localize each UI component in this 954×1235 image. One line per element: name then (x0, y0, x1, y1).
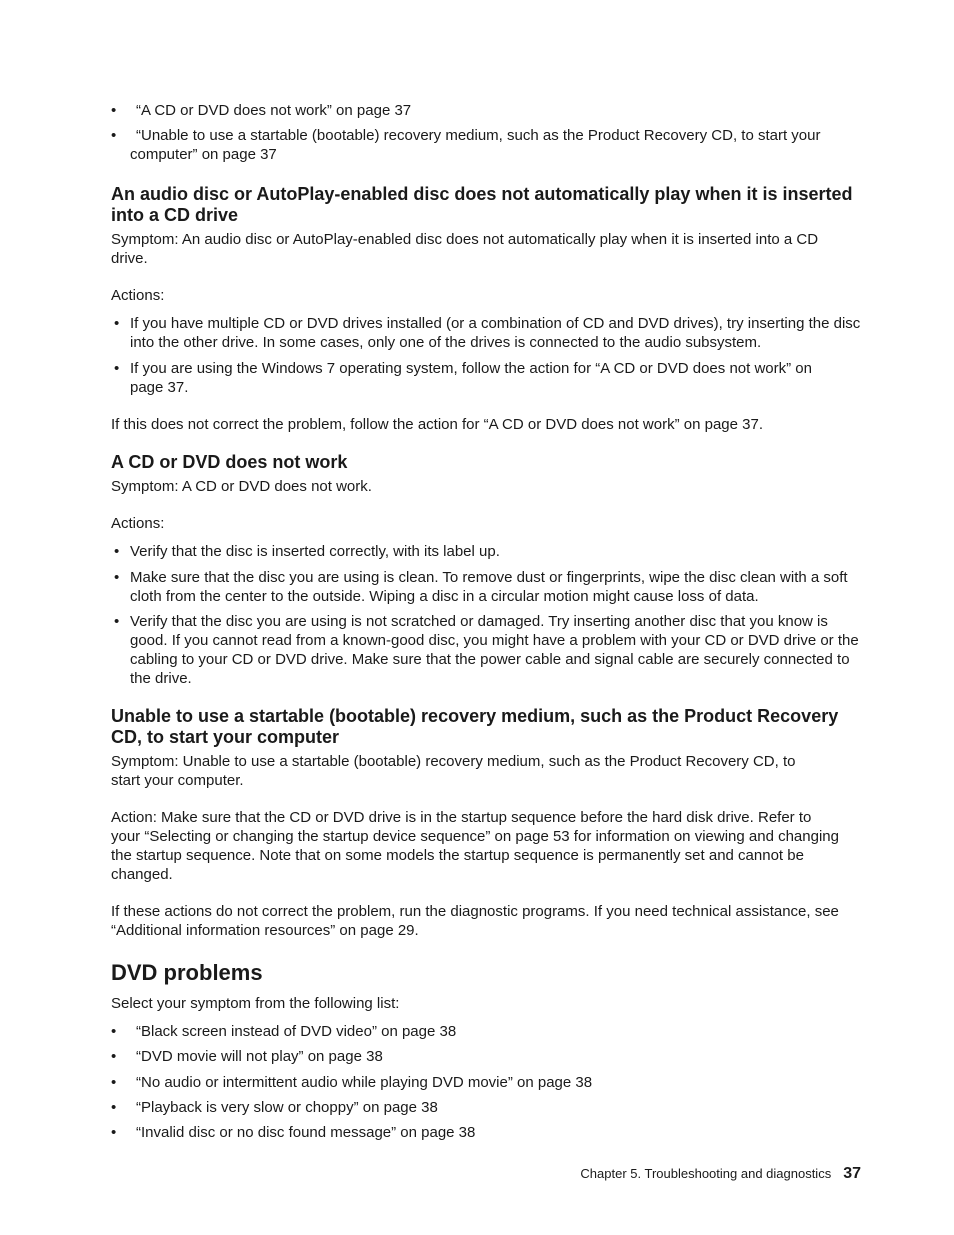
symptom-text: Symptom: Unable to use a startable (bootable) recovery medium, such as the Product Recovery CD, to start your computer. (111, 753, 796, 789)
link-item[interactable]: • “Invalid disc or no disc found message” on page 38 (111, 1123, 863, 1142)
footer-chapter: Chapter 5. Troubleshooting and diagnostics (580, 1166, 832, 1181)
intro-text: Select your symptom from the following list: (111, 995, 400, 1012)
link-item[interactable]: • “A CD or DVD does not work” on page 37 (111, 101, 863, 120)
actions-list (111, 314, 863, 397)
section-heading-cd: A CD or DVD does not work (111, 452, 348, 472)
action-item: • If you are using the Windows 7 operating system, follow the action for “A CD or DVD does not work” on page 37. (111, 359, 863, 397)
actions-label: Actions: (111, 515, 165, 532)
page-number: 37 (843, 1165, 861, 1182)
actions-label: Actions: (111, 287, 165, 304)
section-heading-recovery: Unable to use a startable (bootable) recovery medium, such as the Product Recovery CD, to start your computer (111, 706, 839, 747)
link-item[interactable]: • “Playback is very slow or choppy” on page 38 (111, 1098, 863, 1117)
section-heading-dvd: DVD problems (111, 960, 263, 985)
page-content (111, 101, 863, 1142)
action-item: • If you have multiple CD or DVD drives installed (or a combination of CD and DVD drives), try inserting the disc into the other drive. In some cases, only one of the drives is connected to the audio subsystem. (111, 314, 863, 352)
action-text: Action: Make sure that the CD or DVD drive is in the startup sequence before the hard disk drive. Refer to your “Selecting or changing the startup device sequence” on page 53 for information on viewing and changing the startup sequence. Note that on some models the startup sequence is permanently set and cannot be changed. (111, 809, 839, 883)
dvd-symptom-list (111, 1022, 863, 1142)
symptom-text: Symptom: A CD or DVD does not work. (111, 478, 372, 495)
actions-list (111, 542, 863, 688)
symptom-text: Symptom: An audio disc or AutoPlay-enabled disc does not automatically play when it is inserted into a CD drive. (111, 231, 819, 267)
link-item[interactable]: • “No audio or intermittent audio while playing DVD movie” on page 38 (111, 1073, 863, 1092)
action-item: • Verify that the disc is inserted correctly, with its label up. (111, 542, 863, 561)
top-link-list (111, 101, 863, 164)
action-item: • Make sure that the disc you are using is clean. To remove dust or fingerprints, wipe the disc clean with a soft cloth from the center to the outside. Wiping a disc in a circular motion might cause loss of data. (111, 568, 863, 606)
closing-text: If this does not correct the problem, follow the action for “A CD or DVD does not work” on page 37. (111, 416, 763, 433)
link-item[interactable]: • “Unable to use a startable (bootable) recovery medium, such as the Product Recovery CD, to start your computer” on page 37 (111, 126, 863, 164)
link-item[interactable]: • “Black screen instead of DVD video” on page 38 (111, 1022, 863, 1041)
section-heading-autoplay: An audio disc or AutoPlay-enabled disc does not automatically play when it is inserted into a CD drive (111, 184, 853, 225)
link-item[interactable]: • “DVD movie will not play” on page 38 (111, 1047, 863, 1066)
page-footer (580, 1164, 861, 1183)
closing-text: If these actions do not correct the problem, run the diagnostic programs. If you need technical assistance, see “Additional information resources” on page 29. (111, 903, 839, 939)
action-item: • Verify that the disc you are using is not scratched or damaged. Try inserting another disc that you know is good. If you cannot read from a known-good disc, you might have a problem with your CD or DVD drive or the cabling to your CD or DVD drive. Make sure that the power cable and signal cable are securely connected to the drive. (111, 612, 863, 688)
